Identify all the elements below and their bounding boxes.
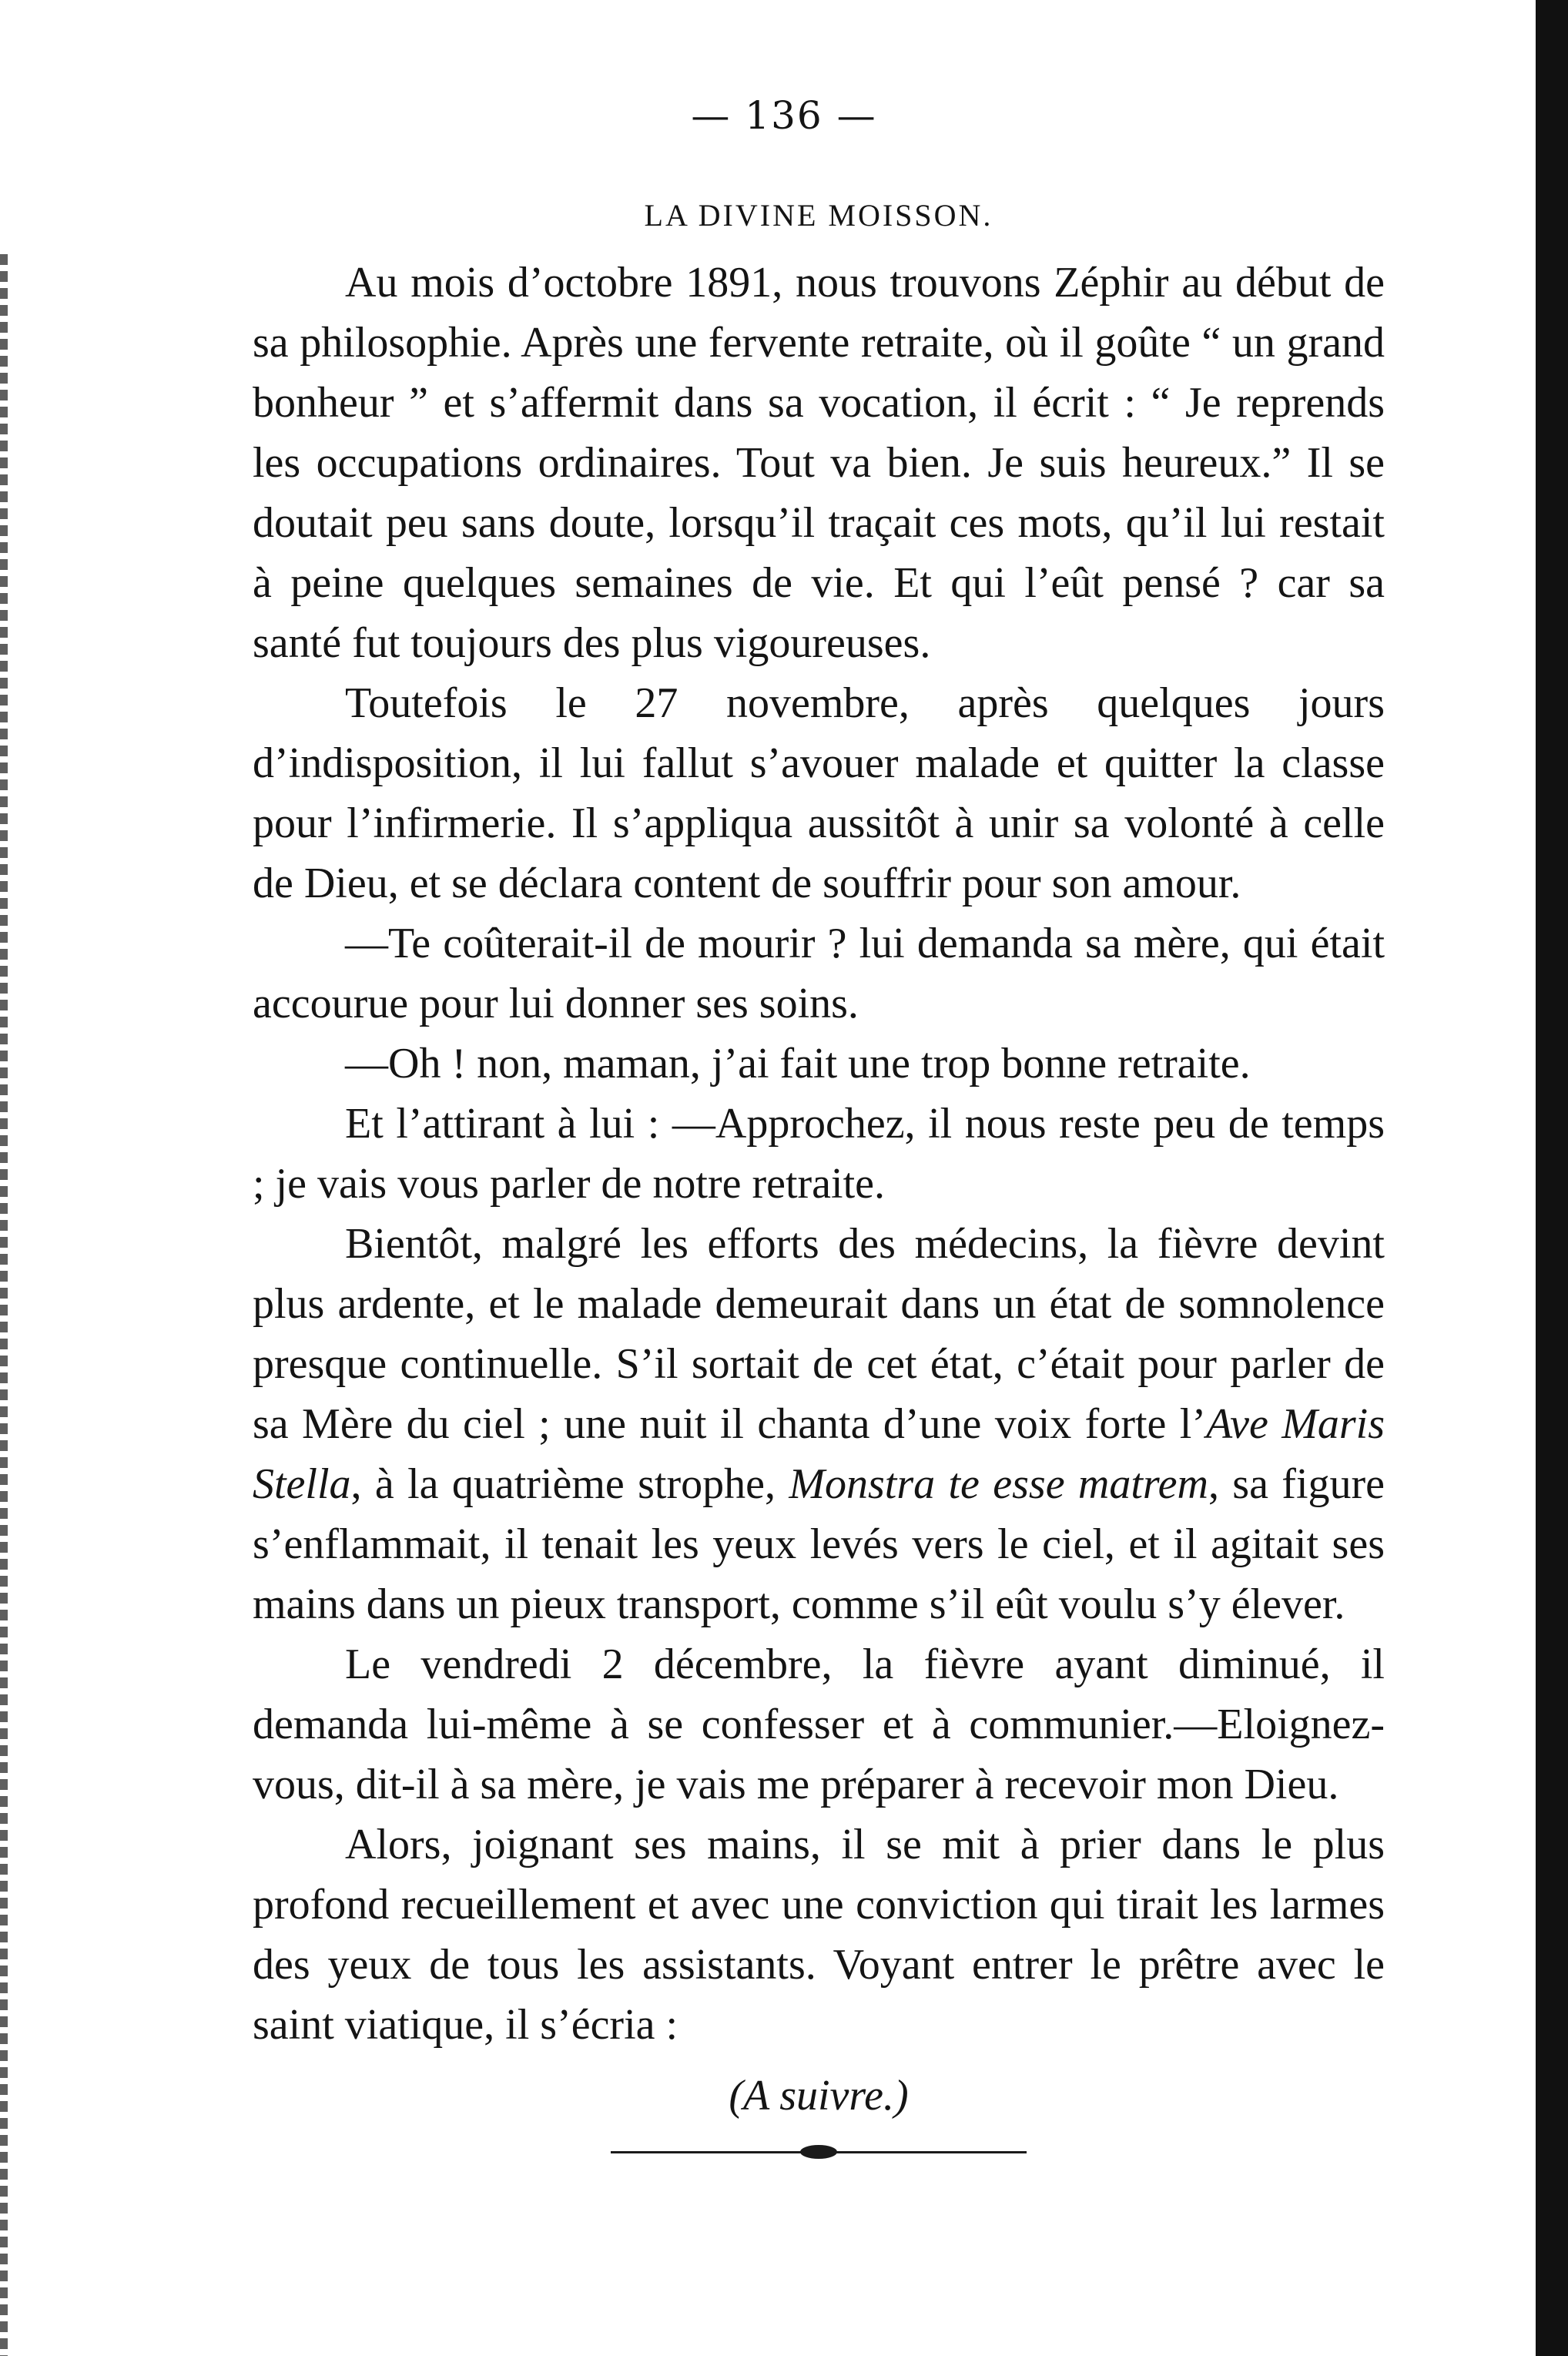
paragraph	[253, 1214, 1385, 1634]
article-body	[253, 193, 1385, 2160]
end-ornament	[611, 2144, 1027, 2160]
paragraph-text: Alors, joignant ses mains, il se mit à prier dans le plus profond recueillement et avec une conviction qui tirait les larmes des yeux de tous les assistants. Voyant entrer le prêtre avec le saint viatique, il s’écria :	[253, 1821, 1385, 2049]
paragraph-text: Toutefois le 27 novembre, après quelques jours d’indisposition, il lui fallut s’avouer malade et quitter la classe pour l’infirmerie. Il s’appliqua aussitôt à unir sa volonté à celle de Dieu, et se déclara content de souffrir pour son amour.	[253, 679, 1385, 907]
page-edge-right	[1536, 0, 1568, 2356]
paragraph-text: Le vendredi 2 décembre, la fièvre ayant diminué, il demanda lui-même à se confesser et à communier.—Eloignez-vous, dit-il à sa mère, je vais me préparer à recevoir mon Dieu.	[253, 1640, 1385, 1808]
ornament-diamond	[800, 2145, 837, 2159]
paragraph	[253, 253, 1385, 673]
paragraph	[253, 1094, 1385, 1214]
paragraph	[253, 1034, 1385, 1094]
page-edge-left	[0, 254, 8, 2356]
paragraph	[253, 913, 1385, 1034]
paragraph-text: , sa figure s’enflammait, il tenait les yeux levés vers le ciel, et il agitait ses mains dans un pieux transport, comme s’il eût voulu s’y élever.	[253, 1460, 1385, 1628]
section-title: LA DIVINE MOISSON.	[644, 198, 993, 233]
paragraph-text: Au mois d’octobre 1891, nous trouvons Zéphir au début de sa philosophie. Après une fervente retraite, où il goûte “ un grand bonheur ” et s’affermit dans sa vocation, il écrit : “ Je reprends les occupations ordinaires. Tout va bien. Je suis heureux.” Il se doutait peu sans doute, lorsqu’il traçait ces mots, qu’il lui restait à peine quelques semaines de vie. Et qui l’eût pensé ? car sa santé fut toujours des plus vigoureuses.	[253, 259, 1385, 667]
paragraph-text: Et l’attirant à lui : —Approchez, il nous reste peu de temps ; je vais vous parler de notre retraite.	[253, 1100, 1385, 1208]
paragraph-text: —Oh ! non, maman, j’ai fait une trop bonne retraite.	[345, 1040, 1251, 1088]
paragraph-text: , à la quatrième strophe,	[350, 1460, 789, 1508]
italic-text: Monstra te esse matrem	[789, 1460, 1208, 1508]
paragraph-text: Bientôt, malgré les efforts des médecins, la fièvre devint plus ardente, et le malade demeurait dans un état de somnolence presque continuelle. S’il sortait de cet état, c’était pour parler de sa Mère du ciel ; une nuit il chanta d’une voix forte l’	[253, 1220, 1385, 1448]
paragraph	[253, 1634, 1385, 1815]
paragraph-text: —Te coûterait-il de mourir ? lui demanda sa mère, qui était accourue pour lui donner ses soins.	[253, 920, 1385, 1027]
page-number: — 136 —	[691, 93, 877, 138]
paragraph-list	[253, 253, 1385, 2055]
paragraph	[253, 1815, 1385, 2055]
italic-text: Ave Maris Stella	[253, 1400, 1385, 1508]
paragraph	[253, 673, 1385, 913]
to-be-continued: (A suivre.)	[729, 2072, 909, 2120]
